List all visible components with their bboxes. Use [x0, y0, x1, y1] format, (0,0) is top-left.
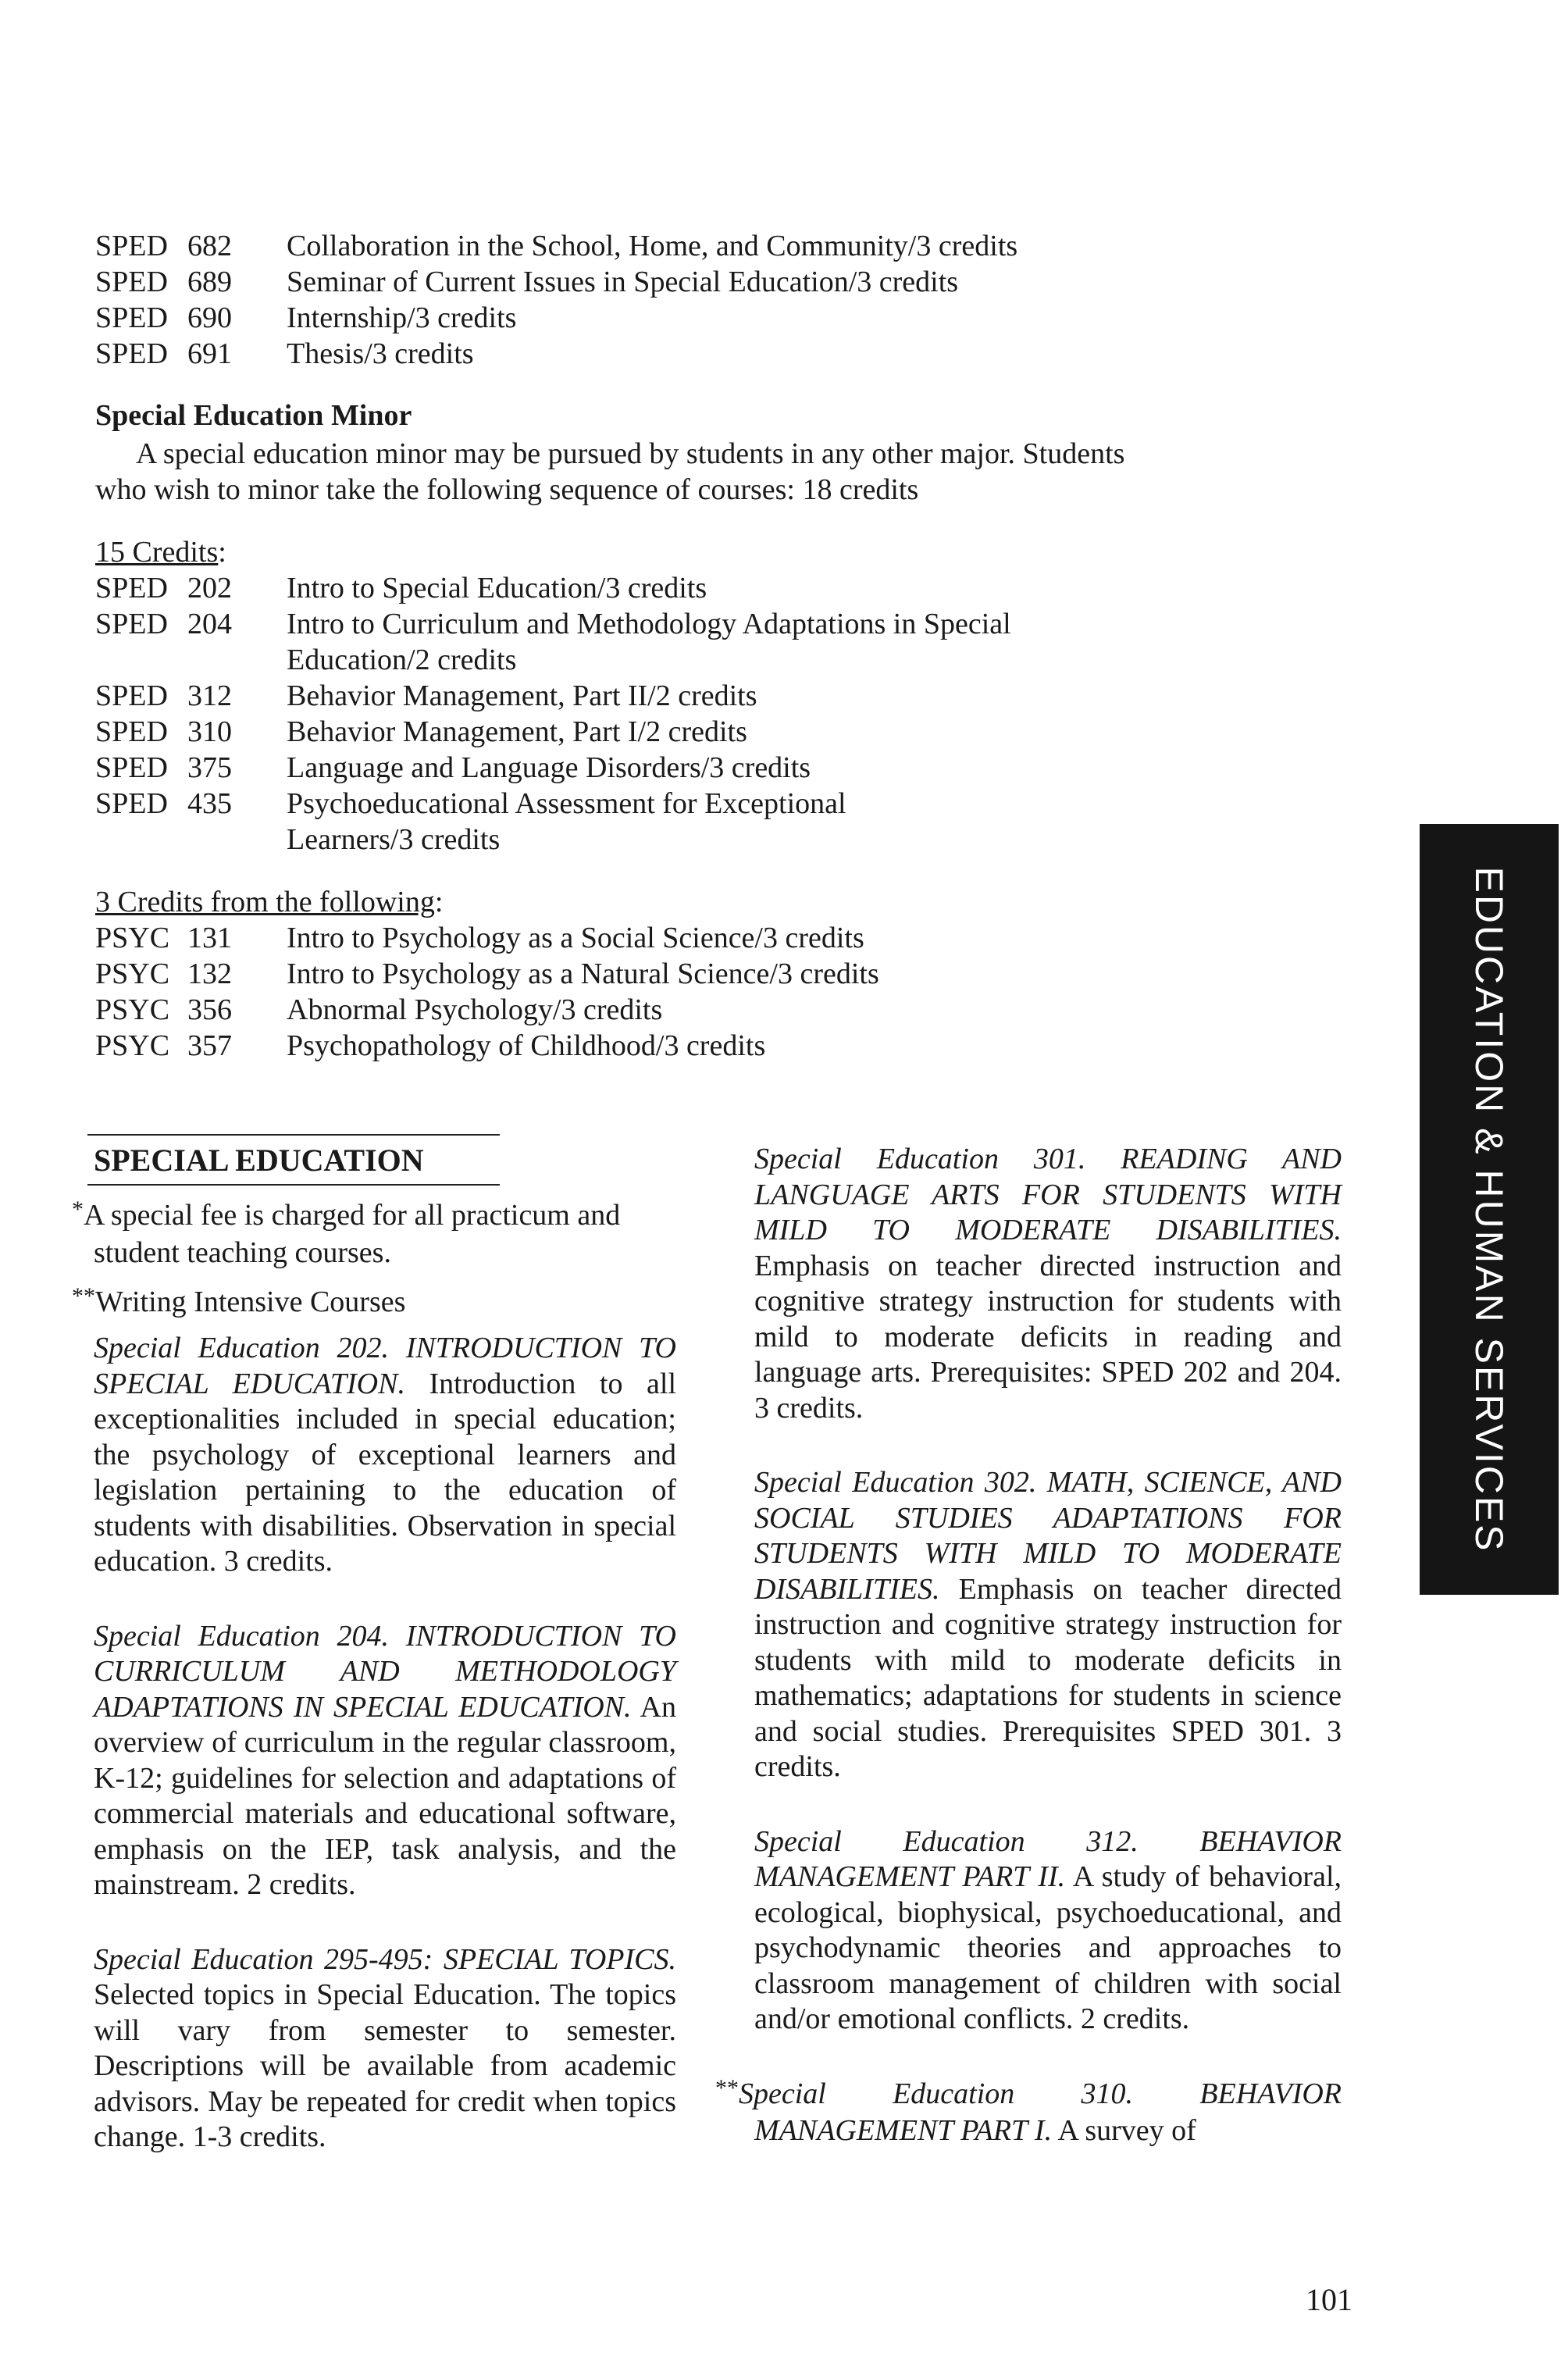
course-row [95, 786, 846, 856]
fee-note-text: A special fee is charged for all practicum and student teaching courses. [84, 1199, 621, 1269]
course-dept: SPED [95, 679, 168, 712]
description-body: Selected topics in Special Education. The topics will vary from semester to semester. Descriptions will be available from academic advisors. May be repeated for credit when topics change. 1-3 credits. [94, 1978, 676, 2153]
course-number: 204 [187, 608, 232, 640]
credits3-label-colon: : [434, 886, 444, 918]
description-body: Emphasis on teacher directed instruction and cognitive strategy instruction for students with mild to moderate deficits in mathematics; adaptations for students in science and social studies. Prerequisites SPED 301. 3 credits. [754, 1572, 1342, 1783]
course-row [95, 300, 517, 336]
course-number: 682 [187, 230, 232, 262]
course-dept: SPED [95, 787, 168, 820]
course-number: 691 [187, 337, 232, 370]
course-title: Psychopathology of Childhood/3 credits [287, 1029, 766, 1062]
right-descriptions [715, 1142, 1342, 2188]
course-row [95, 228, 1018, 264]
description-body: An overview of curriculum in the regular classroom, K-12; guidelines for selection and adaptations of commercial materials and educational software, emphasis on the IEP, task analysis, and the mainstream. 2 credits. [94, 1690, 676, 1901]
course-row [95, 992, 663, 1028]
course-number: 689 [187, 266, 232, 298]
minor-heading: Special Education Minor [95, 399, 412, 432]
course-description [94, 1619, 676, 1903]
course-description [754, 1465, 1342, 1785]
sidebar-label: EDUCATION & HUMAN SERVICES [1467, 865, 1511, 1553]
course-row [95, 956, 879, 992]
course-dept: SPED [95, 230, 168, 262]
course-row [95, 336, 474, 372]
double-asterisk-mark: ** [72, 1283, 95, 1309]
course-title: Collaboration in the School, Home, and Community/3 credits [287, 230, 1018, 262]
description-lead: Special Education 302. MATH, SCIENCE, AND SOCIAL STUDIES ADAPTATIONS FOR STUDENTS WITH MILD TO MODERATE DISABILITIES. [754, 1466, 1342, 1606]
course-row [95, 264, 959, 300]
course-title: Behavior Management, Part II/2 credits [287, 679, 757, 712]
course-title: Intro to Special Education/3 credits [287, 572, 707, 604]
left-descriptions [94, 1331, 676, 2195]
course-title-cont: Learners/3 credits [287, 823, 501, 856]
course-title: Psychoeducational Assessment for Exceptional [287, 787, 846, 820]
course-number: 690 [187, 301, 232, 334]
course-number: 202 [187, 572, 232, 604]
course-dept: SPED [95, 337, 168, 370]
course-dept: SPED [95, 608, 168, 640]
course-dept: SPED [95, 301, 168, 334]
course-description [94, 1942, 676, 2156]
description-lead: Special Education 202. INTRODUCTION TO SPECIAL EDUCATION. [94, 1332, 676, 1400]
course-title: Internship/3 credits [287, 301, 517, 334]
course-dept: PSYC [95, 993, 170, 1026]
section-title: SPECIAL EDUCATION [94, 1143, 424, 1178]
course-number: 131 [187, 922, 232, 954]
writing-intensive-text: Writing Intensive Courses [95, 1286, 406, 1318]
course-number: 312 [187, 679, 232, 712]
course-title: Intro to Curriculum and Methodology Adaptations in Special [287, 608, 1011, 640]
credits15-label [95, 534, 1345, 570]
course-title: Intro to Psychology as a Social Science/3 credits [287, 922, 864, 954]
course-row [95, 570, 707, 606]
page-number: 101 [1306, 2282, 1352, 2317]
writing-intensive-note [72, 1285, 676, 1322]
course-description [715, 2074, 1342, 2149]
credits15-label-text: 15 Credits [95, 536, 219, 569]
minor-intro-line1: A special education minor may be pursued by students in any other major. Students [136, 437, 1125, 470]
description-body: A survey of [1052, 2114, 1196, 2147]
credits3-label-text: 3 Credits from the following [95, 886, 435, 918]
course-dept: SPED [95, 266, 168, 298]
course-row [95, 714, 747, 750]
course-title: Thesis/3 credits [287, 337, 474, 370]
description-body: Introduction to all exceptionalities included in special education; the psychology of exceptional learners and legislation pertaining to the education of students with disabilities. Observation in special education. 3 credits. [94, 1367, 677, 1578]
course-title: Behavior Management, Part I/2 credits [287, 715, 747, 748]
course-description [754, 1824, 1342, 2038]
course-dept: PSYC [95, 957, 170, 990]
course-number: 132 [187, 957, 232, 990]
minor-intro-line2: who wish to minor take the following sequence of courses: 18 credits [95, 473, 919, 506]
description-lead: Special Education 310. BEHAVIOR MANAGEMENT PART I. [739, 2077, 1342, 2147]
credits15-label-colon: : [218, 536, 226, 569]
course-description [94, 1331, 676, 1580]
course-dept: SPED [95, 715, 168, 748]
section-rule-top [87, 1134, 500, 1136]
course-title-cont: Education/2 credits [287, 644, 517, 676]
description-body: A study of behavioral, ecological, biophysical, psychoeducational, and psychodynamic theories and approaches to classroom management of children with social and/or emotional conflicts. 2 credits. [754, 1860, 1342, 2035]
left-column [72, 1198, 676, 1341]
course-number: 310 [187, 715, 232, 748]
asterisk-mark: * [72, 1196, 84, 1222]
course-number: 357 [187, 1029, 232, 1062]
course-title: Intro to Psychology as a Natural Science/3 credits [287, 957, 879, 990]
description-lead: Special Education 312. BEHAVIOR MANAGEMENT PART II. [754, 1824, 1342, 1893]
course-title: Abnormal Psychology/3 credits [287, 993, 663, 1026]
section-rule-bottom [87, 1184, 500, 1186]
description-lead: Special Education 204. INTRODUCTION TO CURRICULUM AND METHODOLOGY ADAPTATIONS IN SPECIAL EDUCATION. [94, 1619, 676, 1724]
course-row [95, 920, 864, 956]
course-row [95, 750, 811, 786]
section-sidebar-tab [1420, 824, 1559, 1595]
course-number: 375 [187, 751, 232, 784]
course-title: Language and Language Disorders/3 credits [287, 751, 811, 784]
course-number: 356 [187, 993, 232, 1026]
double-asterisk-mark: ** [715, 2074, 739, 2101]
course-dept: SPED [95, 751, 168, 784]
course-number: 435 [187, 787, 232, 820]
course-dept: PSYC [95, 1029, 170, 1062]
description-lead: Special Education 301. READING AND LANGUAGE ARTS FOR STUDENTS WITH MILD TO MODERATE DISABILITIES. [754, 1143, 1342, 1246]
course-row [95, 606, 1011, 676]
course-row [95, 678, 757, 714]
fee-note [72, 1198, 676, 1271]
course-dept: PSYC [95, 922, 170, 954]
course-description [754, 1142, 1342, 1426]
credits3-label [95, 884, 1345, 920]
course-title: Seminar of Current Issues in Special Education/3 credits [287, 266, 959, 298]
course-row [95, 1028, 766, 1064]
description-body: Emphasis on teacher directed instruction and cognitive strategy instruction for students with mild to moderate deficits in reading and language arts. Prerequisites: SPED 202 and 204. 3 credits. [754, 1249, 1342, 1425]
description-lead: Special Education 295-495: SPECIAL TOPICS. [94, 1942, 676, 1976]
course-dept: SPED [95, 572, 168, 604]
